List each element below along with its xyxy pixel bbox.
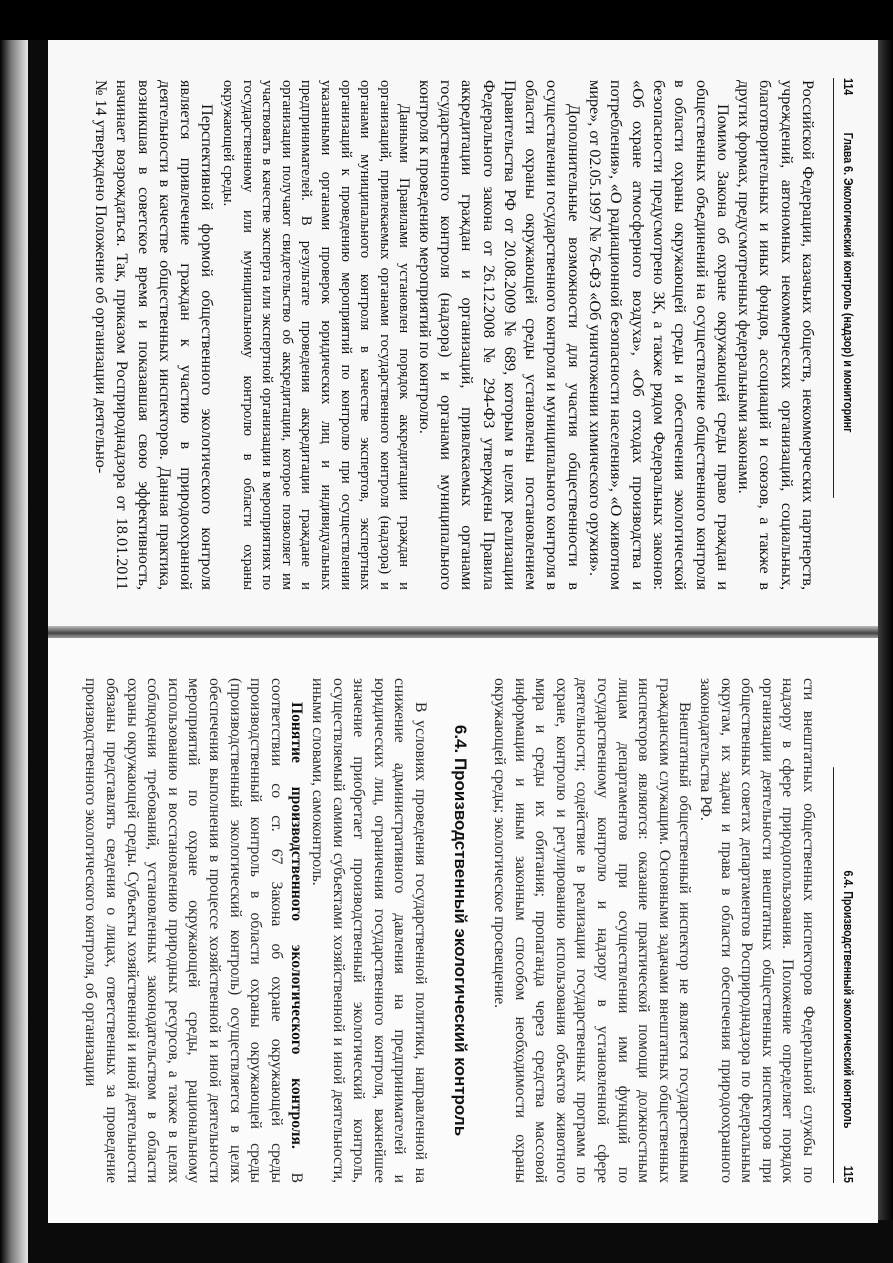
paragraph: Помимо Закона об охране окружающей среды право граждан и общественных объединений на осуществление общественного контроля в области охраны окружающей среды и обеспечения экологической безопасности предусмотрено ЗК, а также рядом Федеральных законов: «Об охране атмосферного воздуха», «Об отходах производства и потребления», «О радиационной безопасности населения», «О животном мире», от 02.05.1997 № 76-ФЗ «Об уничтожении химического оружия». [586, 80, 732, 590]
right-page [48, 638, 878, 1223]
left-running-head-title: Глава 6. Экологический контроль (надзор) и мониторинг [841, 132, 856, 433]
left-page-number: 114 [841, 78, 856, 96]
paragraph: Российской Федерации, казачьих обществ, некоммерческих партнерств, учреждений, автономных некоммерческих организаций, социальных, благотворительных и иных фондов, ассоциаций и союзов, а также в других формах, предусмотренных федеральными законами. [735, 80, 817, 590]
concept-text: В соответствии со ст. 67 Закона об охране окружающей среды производственный контроль в области охраны окружающей среды (производственный экологический контроль) осуществляется в целях обеспечения выполнения в процессе хозяйственной и иной деятельности мероприятий по охране окружающей среды, рациональному использованию и восстановлению природных ресурсов, а также в целях соблюдения требований, установленных законодательством в области охраны окружающей среды. Субъекты хозяйственной и иной деятельности обязаны представлять сведения о лицах, ответственных за проведение производственного экологического контроля, об организации [82, 678, 306, 1183]
paragraph-concept [80, 678, 307, 1183]
right-running-head [833, 767, 856, 1183]
paragraph: В условиях проведения государственной политики, направленной на снижение административного давления на предпринимателей и юридических лиц, ограничения государственного контроля, важнейшее значение приобретает производственный экологический контроль, осуществляемый самими субъектами хозяйственной и иной деятельности, иными словами, самоконтроль. [308, 678, 429, 1183]
paragraph: Данными Правилами установлен порядок аккредитации граждан и организаций, привлекаемых органами государственного контроля (надзора) и органами муниципального контроля в качестве экспертов, экспертных организаций к проведению мероприятий по контролю при осуществлении указанными органами проверок юридических лиц и индивидуальных предпринимателей. В результате проведения аккредитации граждане и организации получают свидетельство об аккредитации, которое позволяет им участвовать в качестве эксперта или экспертной организации в мероприятиях по государственному или муниципальному контролю в области охраны окружающей среды. [220, 80, 413, 590]
right-page-body [58, 678, 818, 1183]
section-heading: 6.4. Производственный экологический контроль [451, 724, 471, 1137]
paragraph: сти внештатных общественных инспекторов Федеральной службы по надзору в сфере природопользования. Положение определяет порядок организации деятельности внештатных общественных инспекторов при общественных советах департаментов Росприроднадзора по федеральным округам, их задачи и права в области обеспечения природоохранного законодательства РФ. [697, 678, 817, 1183]
scan-border-top [0, 0, 893, 40]
right-running-head-title: 6.4. Производственный экологический контроль [841, 870, 856, 1129]
paragraph: Перспективной формой общественного экологического контроля является привлечение граждан к участию в природоохранной деятельности в качестве общественных инспекторов. Данная практика, возникшая в советское время и показавшая свою эффективность, начинает возрождаться. Так, приказом Росприроднадзора от 18.01.2011 № 14 утверждено Положение об организации деятельно- [91, 80, 217, 590]
right-page-number: 115 [841, 1165, 856, 1183]
left-page [48, 40, 878, 630]
book-spread [18, 40, 878, 1220]
left-page-body [58, 80, 818, 590]
concept-lead: Понятие производственного экологического контроля. [288, 702, 306, 1149]
paragraph: Дополнительные возможности для участия общественности в осуществлении государственного контроля и муниципального контроля в области охраны окружающей среды установлены постановлением Правительства РФ от 20.08.2009 № 689, которым в целях реализации Федерального закона от 26.12.2008 № 294-ФЗ утверждены Правила аккредитации граждан и организаций, привлекаемых органами государственного контроля (надзора) и органами муниципального контроля к проведению мероприятий по контролю. [415, 80, 583, 590]
left-running-head [833, 78, 856, 498]
paragraph: Внештатный общественный инспектор не является государственным гражданским служащим. Основными задачами внештатных общественных инспекторов являются: оказание практической помощи должностным лицам департаментов при осуществлении ими функций по государственному контролю и надзору в установленной сфере деятельности; содействие в реализации государственных программ по охране, контролю и регулированию использования объектов животного мира и среды их обитания; пропаганда через средства массовой информации и иным законным способом необходимости охраны окружающей среды; экологическое просвещение. [491, 678, 694, 1183]
